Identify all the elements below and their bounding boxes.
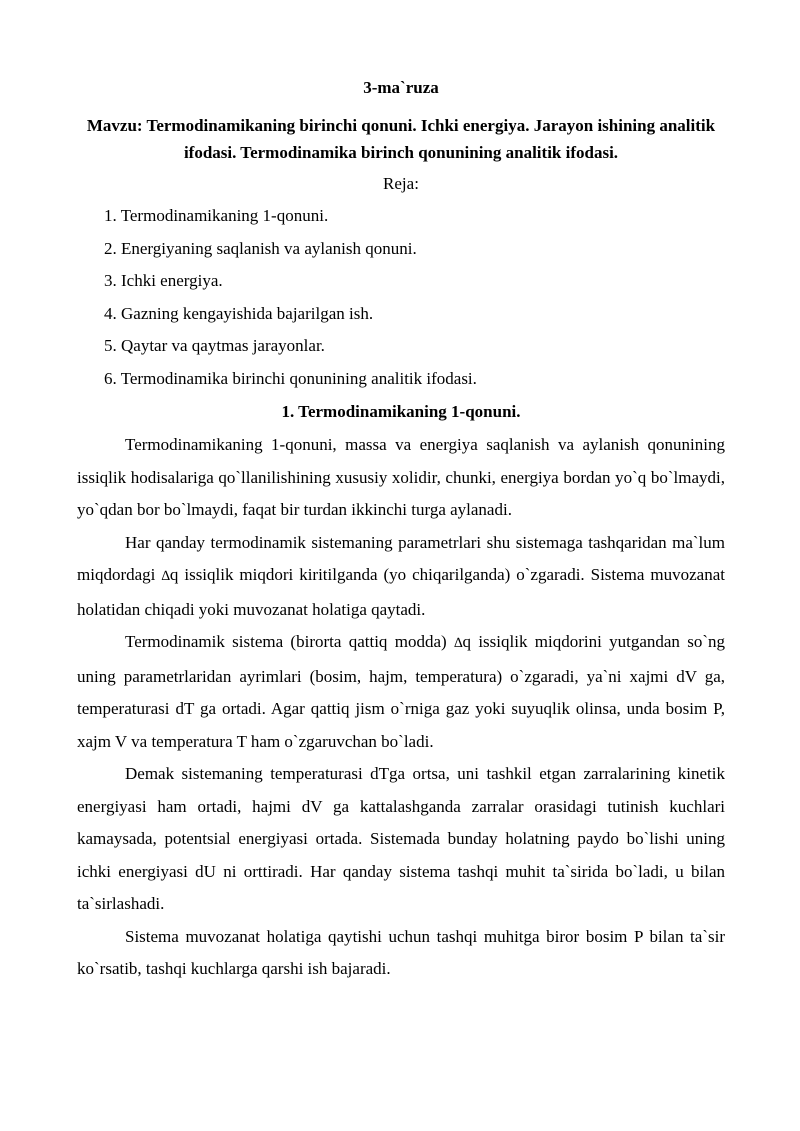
plan-title: Reja: [383,174,419,193]
delta-symbol: ∆ [161,569,170,584]
document-page [77,74,725,986]
paragraph: Demak sistemaning temperaturasi dTga ortsa, uni tashkil etgan zarralarining kinetik energiyasi ham ortadi, hajmi dV ga kattalashganda zarralar orasidagi tutinish kuchlari kamaysada, potentsial energiyasi ortada. Sistemada bunday holatning paydo bo`lishi uning ichki energiyasi dU ni orttiradi. Har qanday sistema tashqi muhit ta`sirida bo`ladi, u bilan ta`sirlashadi. [77,764,725,913]
delta-symbol: ∆ [453,636,463,651]
paragraph-text: q issiqlik miqdori kiritilganda (yo chiqarilganda) o`zgaradi. Sistema muvozanat holatidan chiqadi yoki muvozanat holatiga qaytadi. [77,565,725,619]
paragraph-text: Termodinamik sistema (birorta qattiq modda) [125,632,454,651]
plan-item: 1. Termodinamikaning 1-qonuni. [104,206,329,225]
paragraph [77,626,725,758]
topic-heading: Mavzu: Termodinamikaning birinchi qonuni. Ichki energiya. Jarayon ishining analitik ifodasi. Termodinamika birinch qonunining analitik ifodasi. [86,116,716,162]
plan-item: 5. Qaytar va qaytmas jarayonlar. [104,336,325,355]
plan-item: 2. Energiyaning saqlanish va aylanish qonuni. [104,238,417,258]
plan-item: 6. Termodinamika birinchi qonunining analitik ifodasi. [104,368,477,388]
lecture-number: 3-ma`ruza [363,78,439,97]
plan-item: 4. Gazning kengayishida bajarilgan ish. [104,303,374,323]
paragraph-text: Har qanday termodinamik sistemaning parametrlari shu sistemaga tashqaridan ma`lum miqdordagi [77,532,725,584]
section-title: 1. Termodinamikaning 1-qonuni. [281,402,521,421]
paragraph [77,527,725,627]
paragraph: Sistema muvozanat holatiga qaytishi uchun tashqi muhitga biror bosim P bilan ta`sir ko`rsatib, tashqi kuchlarga qarshi ish bajaradi. [77,926,725,978]
plan-item: 3. Ichki energiya. [104,271,223,290]
paragraph: Termodinamikaning 1-qonuni, massa va energiya saqlanish va aylanish qonunining issiqlik hodisalariga qo`llanilishining xususiy xolidir, chunki, energiya bordan yo`q bo`lmaydi, yo`qdan bor bo`lmaydi, faqat bir turdan ikkinchi turga aylanadi. [77,435,725,519]
paragraph-text: q issiqlik miqdorini yutgandan so`ng uning parametrlaridan ayrimlari (bosim, hajm, temperatura) o`zgaradi, ya`ni xajmi dV ga, temperaturasi dT ga ortadi. Agar qattiq jism o`rniga gaz yoki suyuqlik olinsa, unda bosim P, xajm V va temperatura T ham o`zgaruvchan bo`ladi. [77,632,725,751]
plan-list [77,200,725,395]
